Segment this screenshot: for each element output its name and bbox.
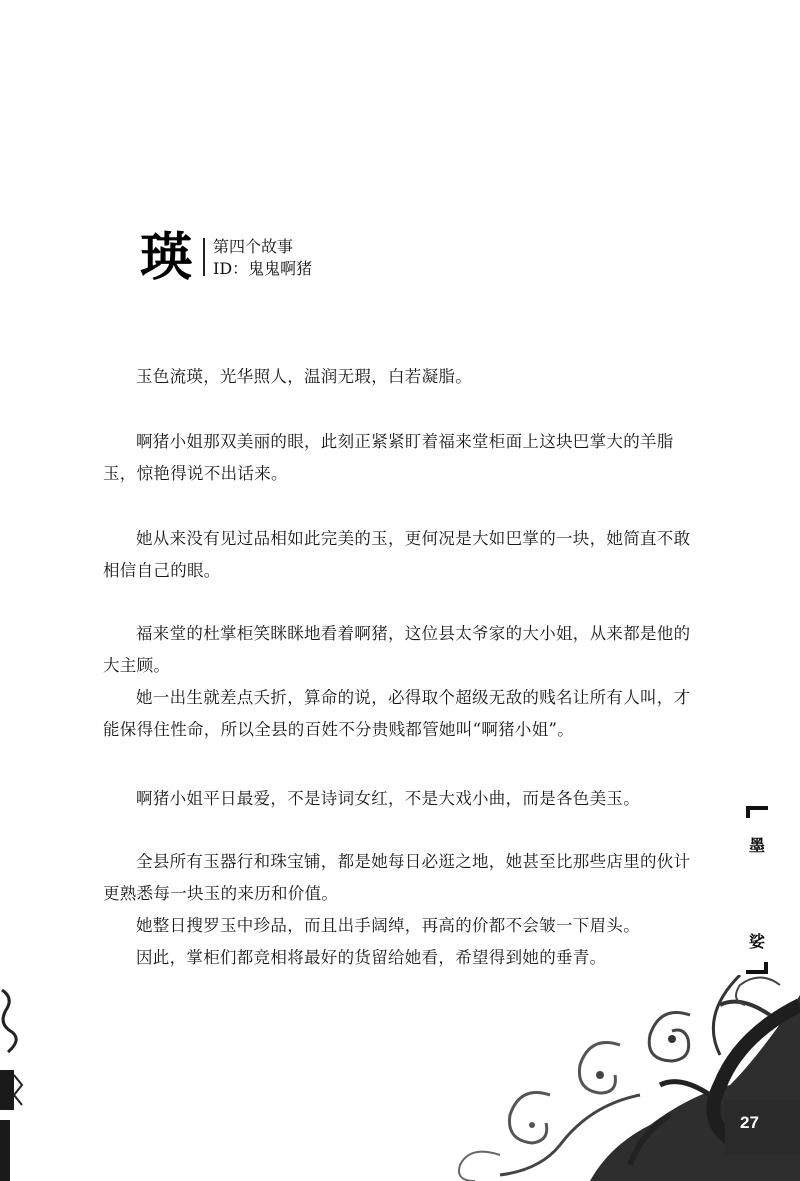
paragraph-2: 啊猪小姐那双美丽的眼，此刻正紧紧盯着福来堂柜面上这块巴掌大的羊脂玉，惊艳得说不出话来。 — [103, 432, 674, 483]
bracket-open — [746, 806, 768, 818]
paragraph-5: 她一出生就差点夭折，算命的说，必得取个超级无敌的贱名让所有人叫，才能保得住性命，所以全县的百姓不分贵贱都管她叫“啊猪小姐”。 — [103, 688, 691, 739]
paragraph-9: 因此，掌柜们都竞相将最好的货留给她看，希望得到她的垂青。 — [136, 948, 607, 967]
left-edge-ornament — [0, 980, 26, 1181]
page-number: 27 — [740, 1113, 759, 1132]
paragraph-7: 全县所有玉器行和珠宝铺，都是她每日必逛之地，她甚至比那些店里的伙计更熟悉每一块玉的来历和价值。 — [103, 852, 691, 903]
swirl-ornament — [440, 975, 800, 1181]
chapter-meta — [213, 236, 312, 280]
side-title-char-2: 娑 — [748, 932, 765, 951]
paragraph-6: 啊猪小姐平日最爱，不是诗词女红，不是大戏小曲，而是各色美玉。 — [136, 789, 640, 808]
bracket-close — [746, 962, 768, 974]
paragraph-3: 她从来没有见过品相如此完美的玉，更何况是大如巴掌的一块，她简直不敢相信自己的眼。 — [103, 529, 691, 580]
side-title-char-1: 墨 — [748, 836, 765, 855]
title-divider — [203, 238, 205, 276]
side-book-title — [744, 806, 770, 974]
paragraph-4: 福来堂的杜掌柜笑眯眯地看着啊猪，这位县太爷家的大小姐，从来都是他的大主顾。 — [103, 624, 691, 675]
paragraph-1: 玉色流瑛，光华照人，温润无瑕，白若凝脂。 — [136, 367, 472, 386]
chapter-label: 第四个故事 — [213, 237, 294, 256]
paragraph-8: 她整日搜罗玉中珍品，而且出手阔绰，再高的价都不会皱一下眉头。 — [136, 916, 640, 935]
chapter-title-char: 瑛 — [140, 227, 193, 288]
author-id: ID：鬼鬼啊猪 — [213, 259, 313, 278]
